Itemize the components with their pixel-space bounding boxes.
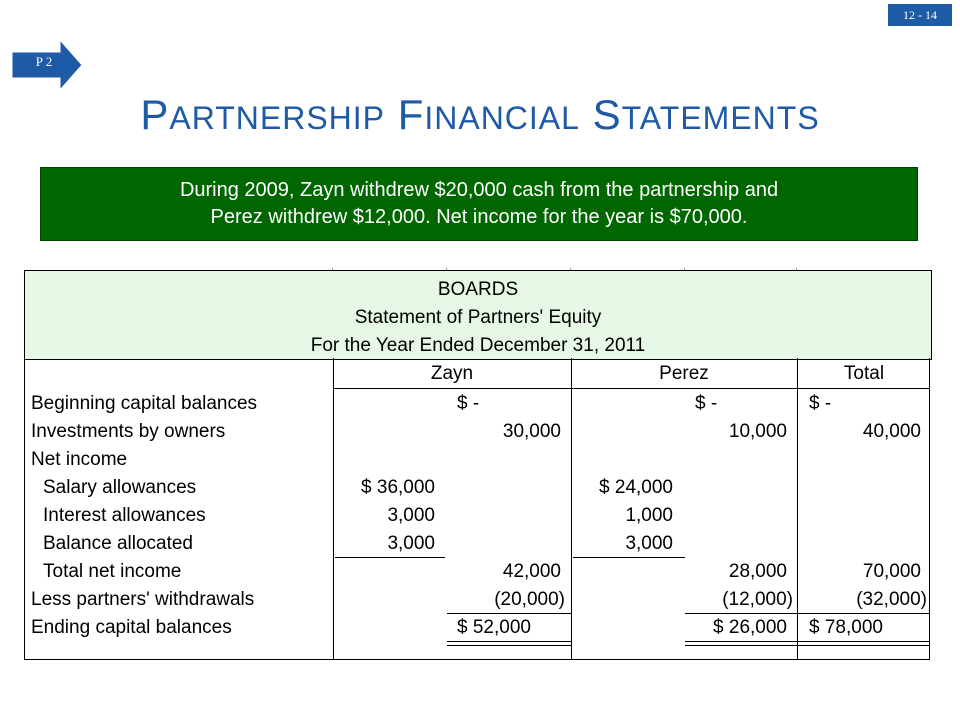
banner-line-2: Perez withdrew $12,000. Net income for the year is $70,000. bbox=[210, 206, 748, 228]
total-withdrawals: (32,000) bbox=[856, 589, 927, 610]
perez-beginning: $ - bbox=[695, 393, 718, 414]
column-header-zayn: Zayn bbox=[430, 363, 474, 384]
perez-balance: 3,000 bbox=[625, 533, 673, 554]
total-ending: $ 78,000 bbox=[809, 617, 883, 638]
statement-period: For the Year Ended December 31, 2011 bbox=[310, 335, 646, 356]
zayn-ending: $ 52,000 bbox=[457, 617, 531, 638]
perez-interest: 1,000 bbox=[625, 505, 673, 526]
perez-total-net-income: 28,000 bbox=[728, 561, 787, 582]
objective-tag: P 2 bbox=[35, 54, 53, 69]
statement-table bbox=[24, 358, 930, 660]
row-label: Net income bbox=[31, 449, 128, 470]
row-label: Ending capital balances bbox=[31, 617, 232, 638]
zayn-balance: 3,000 bbox=[387, 533, 435, 554]
zayn-interest: 3,000 bbox=[387, 505, 435, 526]
row-label: Balance allocated bbox=[43, 533, 193, 554]
zayn-salary: $ 36,000 bbox=[361, 477, 435, 498]
problem-banner bbox=[40, 167, 918, 241]
row-label: Salary allowances bbox=[43, 477, 197, 498]
column-header-perez: Perez bbox=[659, 363, 709, 384]
row-label: Total net income bbox=[43, 561, 182, 582]
perez-salary: $ 24,000 bbox=[599, 477, 673, 498]
statement-header bbox=[24, 270, 932, 360]
row-label: Investments by owners bbox=[31, 421, 226, 442]
perez-investments: 10,000 bbox=[728, 421, 787, 442]
zayn-total-net-income: 42,000 bbox=[502, 561, 561, 582]
row-label: Beginning capital balances bbox=[31, 393, 258, 414]
row-label: Interest allowances bbox=[43, 505, 206, 526]
total-beginning: $ - bbox=[809, 393, 832, 414]
slide-number: 12 - 14 bbox=[888, 4, 952, 26]
column-header-total: Total bbox=[843, 363, 885, 384]
banner-line-1: During 2009, Zayn withdrew $20,000 cash from the partnership and bbox=[179, 179, 779, 201]
statement-name: Statement of Partners' Equity bbox=[354, 307, 602, 328]
zayn-investments: 30,000 bbox=[502, 421, 561, 442]
zayn-beginning: $ - bbox=[457, 393, 480, 414]
total-investments: 40,000 bbox=[862, 421, 921, 442]
perez-withdrawals: (12,000) bbox=[722, 589, 793, 610]
company-name: BOARDS bbox=[437, 279, 519, 300]
zayn-withdrawals: (20,000) bbox=[494, 589, 565, 610]
total-net-income: 70,000 bbox=[862, 561, 921, 582]
perez-ending: $ 26,000 bbox=[713, 617, 787, 638]
page-title: PARTNERSHIP FINANCIAL STATEMENTS bbox=[140, 91, 820, 138]
row-label: Less partners' withdrawals bbox=[31, 589, 255, 610]
equity-statement bbox=[24, 270, 932, 660]
